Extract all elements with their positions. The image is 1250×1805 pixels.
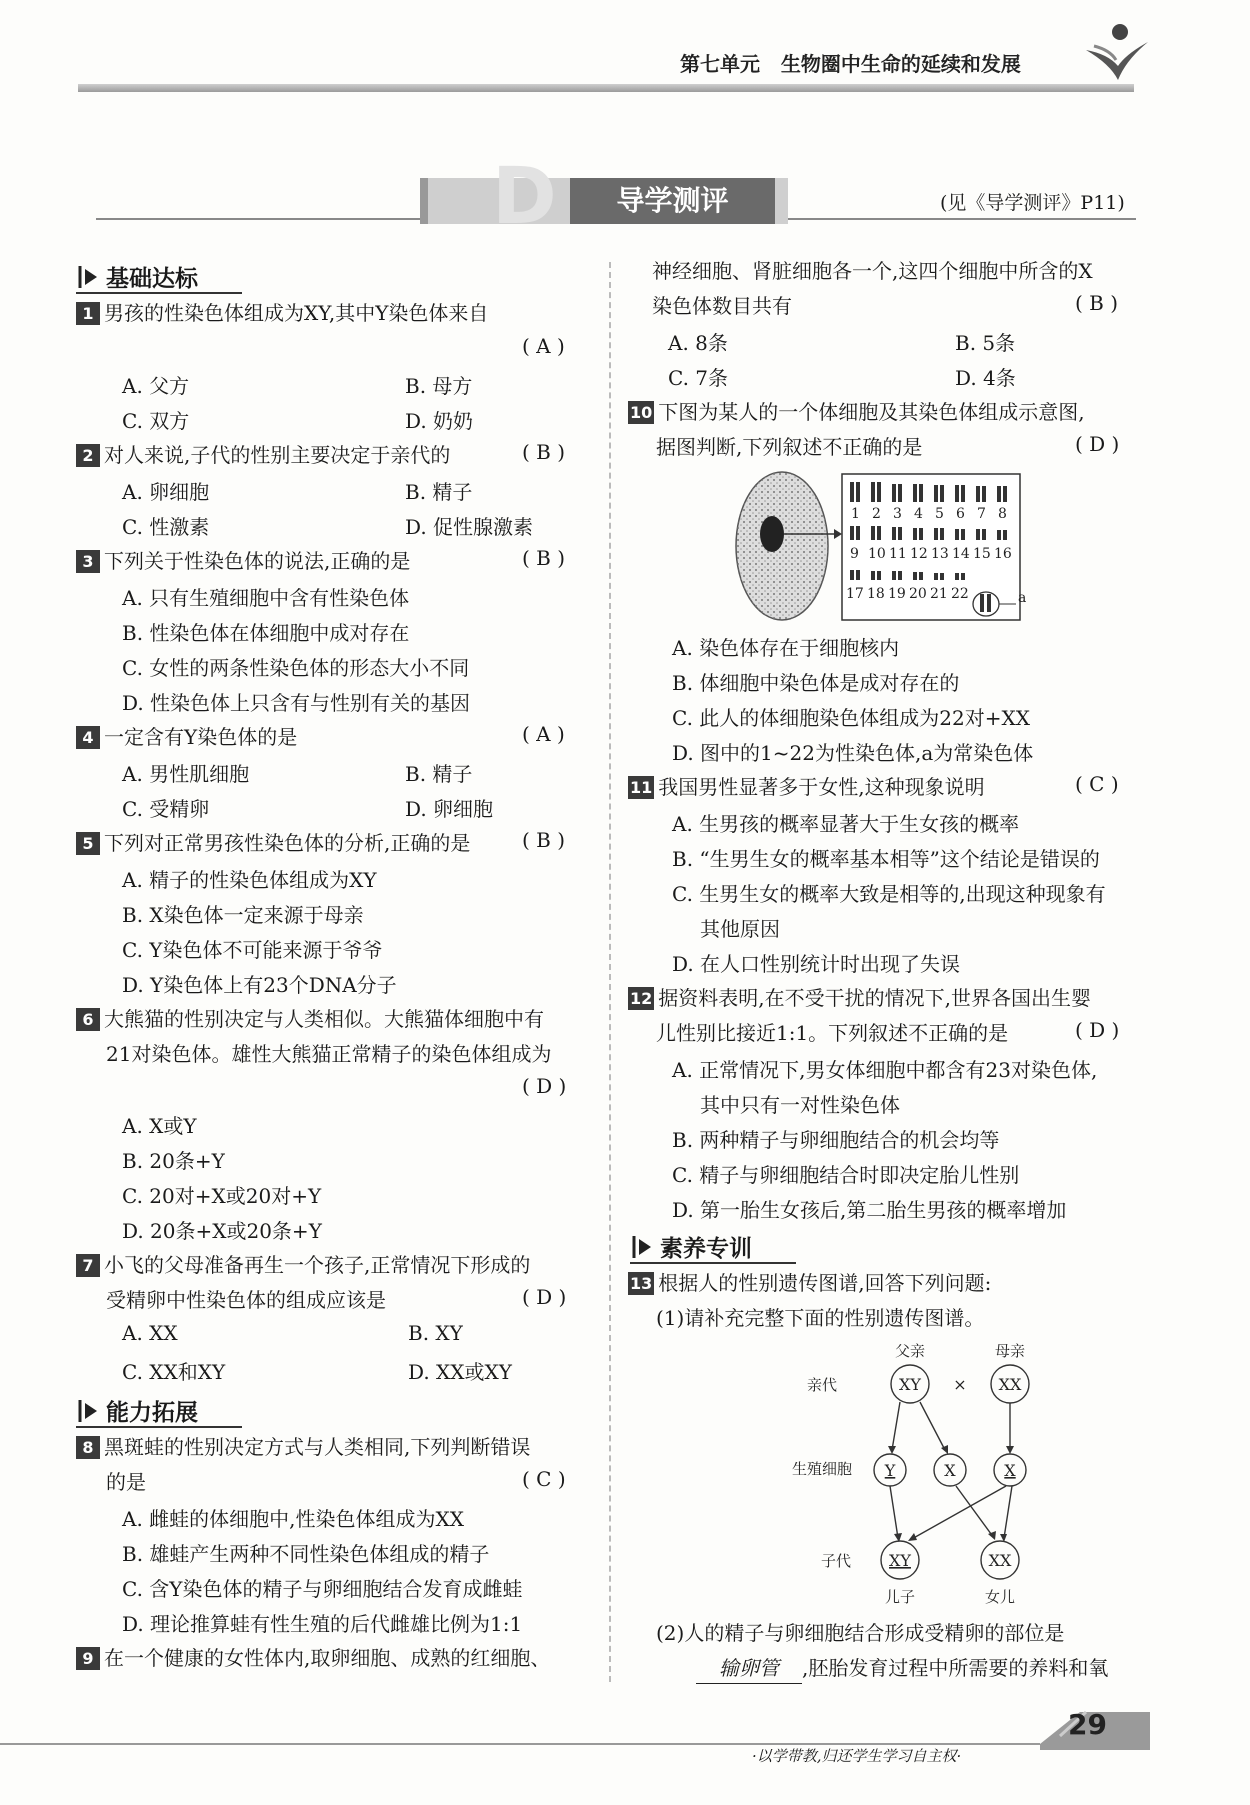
option-c: C. 含Y染色体的精子与卵细胞结合发育成雌蛙: [122, 1577, 523, 1601]
karyotype-label: 6: [956, 506, 965, 522]
question-2: [76, 440, 450, 470]
question-number: 11: [630, 778, 653, 797]
option-b: B. 精子: [405, 480, 473, 504]
question-6-cont: 21对染色体。雄性大熊猫正常精子的染色体组成为: [106, 1042, 552, 1066]
label-daughter: 女儿: [984, 1588, 1016, 1606]
option-a: A. 父方: [122, 374, 190, 398]
question-9: [76, 1643, 550, 1673]
question-12-cont: 儿性别比接近1:1。下列叙述不正确的是: [656, 1021, 1009, 1045]
father-genotype: XY: [899, 1375, 921, 1394]
question-11: [628, 772, 985, 802]
option-c: C. 7条: [668, 366, 729, 390]
answer-10: ( D ): [1075, 432, 1120, 456]
footer-slogan: ·以学带教,归还学生学习自主权·: [752, 1747, 962, 1765]
karyotype-label: 10: [868, 546, 886, 562]
option-b: B. 两种精子与卵细胞结合的机会均等: [672, 1128, 1000, 1152]
arrow-bracket-icon: [76, 1398, 102, 1424]
option-b: B. 体细胞中染色体是成对存在的: [672, 671, 960, 695]
karyotype-label: 8: [998, 506, 1007, 522]
option-a: A. 卵细胞: [122, 480, 210, 504]
child-son-genotype: XY: [889, 1551, 911, 1570]
answer-6: ( D ): [522, 1074, 567, 1098]
answer-1: ( A ): [522, 334, 565, 358]
option-d: D. 性染色体上只含有与性别有关的基因: [122, 691, 471, 715]
question-number: 1: [76, 302, 100, 325]
question-9-cont2: 染色体数目共有: [652, 294, 792, 318]
karyotype-label: 5: [935, 506, 944, 522]
question-13-part2-tail: ,胚胎发育过程中所需要的养料和氧: [802, 1656, 1109, 1680]
question-1: [76, 298, 488, 328]
question-number: 4: [76, 726, 100, 749]
band-title: 导学测评: [570, 178, 775, 224]
option-c-cont: 其他原因: [700, 917, 780, 941]
mother-genotype: XX: [998, 1375, 1022, 1394]
option-b: B. 雄蛙产生两种不同性染色体组成的精子: [122, 1542, 490, 1566]
gamete-x: X: [944, 1461, 956, 1480]
option-a: A. 染色体存在于细胞核内: [672, 636, 900, 660]
option-d: D. 在人口性别统计时出现了失误: [672, 952, 961, 976]
option-b: B. “生男生女的概率基本相等”这个结论是错误的: [672, 847, 1100, 871]
karyotype-label: 11: [889, 546, 907, 562]
option-b: B. 5条: [955, 331, 1016, 355]
option-d: D. 促性腺激素: [405, 515, 534, 539]
karyotype-label: 20: [909, 586, 927, 602]
question-number: 5: [76, 832, 100, 855]
option-b: B. X染色体一定来源于母亲: [122, 903, 364, 927]
karyotype-label: 21: [930, 586, 948, 602]
band-reference: (见《导学测评》P11): [940, 192, 1125, 214]
option-d: D. 卵细胞: [405, 797, 494, 821]
question-12: [628, 983, 1091, 1013]
option-c: C. Y染色体不可能来源于爷爷: [122, 938, 383, 962]
cell-nucleus: [760, 516, 784, 552]
option-d: D. Y染色体上有23个DNA分子: [122, 973, 397, 997]
option-c: C. 双方: [122, 409, 190, 433]
option-b: B. 20条+Y: [122, 1149, 225, 1173]
question-number: 2: [76, 444, 100, 467]
arrow-bracket-icon: [630, 1234, 656, 1260]
question-10-cont: 据图判断,下列叙述不正确的是: [656, 435, 923, 459]
section-ability: 能力拓展: [76, 1394, 198, 1427]
option-a: A. X或Y: [122, 1114, 197, 1138]
option-c: C. 此人的体细胞染色体组成为22对+XX: [672, 706, 1030, 730]
cross-symbol: ×: [953, 1375, 967, 1394]
section-underline: [630, 1262, 796, 1264]
label-father: 父亲: [894, 1342, 926, 1360]
answer-7: ( D ): [522, 1285, 567, 1309]
karyotype-label: 13: [931, 546, 949, 562]
question-13-part2: (2)人的精子与卵细胞结合形成受精卵的部位是: [656, 1621, 1065, 1645]
label-mother: 母亲: [994, 1342, 1026, 1360]
question-stem: 下列对正常男孩性染色体的分析,正确的是: [104, 831, 471, 855]
option-c: C. 精子与卵细胞结合时即决定胎儿性别: [672, 1163, 1020, 1187]
question-number: 3: [76, 550, 100, 573]
karyotype-label: 3: [893, 506, 902, 522]
option-d: D. 20条+X或20条+Y: [122, 1219, 322, 1243]
option-a-cont: 其中只有一对性染色体: [700, 1093, 900, 1117]
header-rule: [78, 84, 1134, 92]
band-rule-right: [780, 218, 1136, 220]
karyotype-label-a: a: [1018, 590, 1027, 606]
unit-title: 生物圈中生命的延续和发展: [780, 52, 1021, 76]
option-a: A. XX: [122, 1321, 178, 1345]
question-13-part1: (1)请补充完整下面的性别遗传图谱。: [656, 1306, 985, 1330]
label-son: 儿子: [884, 1588, 916, 1606]
option-a: A. 生男孩的概率显著大于生女孩的概率: [672, 812, 1020, 836]
question-stem: 据资料表明,在不受干扰的情况下,世界各国出生婴: [658, 986, 1091, 1010]
child-daughter-genotype: XX: [988, 1551, 1012, 1570]
question-7: [76, 1250, 530, 1280]
option-b: B. XY: [408, 1321, 463, 1345]
question-stem: 根据人的性别遗传图谱,回答下列问题:: [658, 1271, 992, 1295]
karyotype-label: 18: [867, 586, 885, 602]
option-d: D. 4条: [955, 366, 1016, 390]
question-number: 9: [76, 1647, 100, 1670]
question-6: [76, 1004, 544, 1034]
answer-11: ( C ): [1075, 772, 1119, 796]
karyotype-label: 14: [952, 546, 970, 562]
section-underline: [76, 292, 242, 294]
arrow-bracket-icon: [76, 264, 102, 290]
question-stem: 我国男性显著多于女性,这种现象说明: [658, 775, 985, 799]
question-stem: 一定含有Y染色体的是: [104, 725, 298, 749]
option-d: D. 第一胎生女孩后,第二胎生男孩的概率增加: [672, 1198, 1067, 1222]
band-letter: D: [492, 152, 557, 242]
question-stem: 男孩的性染色体组成为XY,其中Y染色体来自: [104, 301, 489, 325]
question-number: 13: [630, 1274, 653, 1293]
question-number: 6: [76, 1008, 100, 1031]
band-rule-left: [96, 218, 426, 220]
option-a: A. 男性肌细胞: [122, 762, 250, 786]
gamete-y: Y: [884, 1461, 896, 1480]
karyotype-label: 2: [872, 506, 881, 522]
answer-4: ( A ): [522, 722, 565, 746]
karyotype-label: 16: [994, 546, 1012, 562]
option-a: A. 正常情况下,男女体细胞中都含有23对染色体,: [672, 1058, 1098, 1082]
label-parent-gen: 亲代: [806, 1376, 838, 1394]
option-c: C. XX和XY: [122, 1360, 226, 1384]
section-basic: 基础达标: [76, 260, 198, 293]
answer-blank: 输卵管: [696, 1653, 802, 1684]
option-b: B. 性染色体在体细胞中成对存在: [122, 621, 410, 645]
question-10: [628, 397, 1085, 427]
option-a: A. 精子的性染色体组成为XY: [122, 868, 377, 892]
option-b: B. 精子: [405, 762, 473, 786]
question-stem: 大熊猫的性别决定与人类相似。大熊猫体细胞中有: [104, 1007, 544, 1031]
question-number: 8: [76, 1436, 100, 1459]
karyotype-label: 7: [977, 506, 986, 522]
option-a: A. 雌蛙的体细胞中,性染色体组成为XX: [122, 1507, 464, 1531]
answer-2: ( B ): [522, 440, 566, 464]
gamete-x-mother: X: [1004, 1461, 1016, 1480]
karyotype-label: 19: [888, 586, 906, 602]
karyotype-label: 9: [850, 546, 859, 562]
question-number: 10: [630, 403, 653, 422]
question-number: 12: [630, 989, 653, 1008]
question-stem: 黑斑蛙的性别决定方式与人类相同,下列判断错误: [104, 1435, 531, 1459]
karyotype-label: 15: [973, 546, 991, 562]
question-9-cont: 神经细胞、肾脏细胞各一个,这四个细胞中所含的X: [652, 259, 1093, 283]
option-c: C. 受精卵: [122, 797, 210, 821]
answer-5: ( B ): [522, 828, 566, 852]
question-number: 7: [76, 1254, 100, 1277]
question-13-part2-cont: [696, 1653, 1108, 1684]
question-stem: 对人来说,子代的性别主要决定于亲代的: [104, 443, 451, 467]
option-c: C. 性激素: [122, 515, 210, 539]
question-8: [76, 1432, 530, 1462]
question-8-cont: 的是: [106, 1470, 146, 1494]
question-stem: 小飞的父母准备再生一个孩子,正常情况下形成的: [104, 1253, 531, 1277]
option-d: D. 奶奶: [405, 409, 474, 433]
column-divider: [609, 262, 611, 1682]
section-underline: [76, 1426, 242, 1428]
question-3: [76, 546, 410, 576]
option-d: D. XX或XY: [408, 1360, 512, 1384]
answer-3: ( B ): [522, 546, 566, 570]
sex-inheritance-diagram: [790, 1340, 1060, 1610]
page-number: 29: [1068, 1708, 1107, 1741]
karyotype-label: 4: [914, 506, 923, 522]
answer-8: ( C ): [522, 1467, 566, 1491]
answer-12: ( D ): [1075, 1018, 1120, 1042]
option-c: C. 生男生女的概率大致是相等的,出现这种现象有: [672, 882, 1106, 906]
label-gamete-gen: 生殖细胞: [791, 1460, 853, 1478]
karyotype-label: 17: [846, 586, 864, 602]
footer-bar: [0, 1706, 1150, 1750]
label-child-gen: 子代: [820, 1552, 852, 1570]
reader-logo-icon: [1080, 20, 1152, 84]
question-stem: 下列关于性染色体的说法,正确的是: [104, 549, 411, 573]
question-13: [628, 1268, 991, 1298]
option-b: B. 母方: [405, 374, 473, 398]
option-a: A. 只有生殖细胞中含有性染色体: [122, 586, 410, 610]
question-stem: 下图为某人的一个体细胞及其染色体组成示意图,: [658, 400, 1085, 424]
question-stem: 在一个健康的女性体内,取卵细胞、成熟的红细胞、: [104, 1646, 551, 1670]
running-header: [680, 48, 1021, 77]
section-literacy: 素养专训: [630, 1230, 752, 1263]
option-c: C. 20对+X或20对+Y: [122, 1184, 322, 1208]
karyotype-label: 12: [910, 546, 928, 562]
karyotype-label: 1: [851, 506, 860, 522]
option-c: C. 女性的两条性染色体的形态大小不同: [122, 656, 470, 680]
option-d: D. 图中的1~22为性染色体,a为常染色体: [672, 741, 1034, 765]
option-d: D. 理论推算蛙有性生殖的后代雌雄比例为1:1: [122, 1612, 523, 1636]
karyotype-label: 22: [951, 586, 969, 602]
option-a: A. 8条: [668, 331, 728, 355]
answer-9: ( B ): [1075, 291, 1119, 315]
karyotype-figure: [730, 466, 1030, 626]
unit-label: 第七单元: [680, 52, 760, 76]
question-5: [76, 828, 470, 858]
question-7-cont: 受精卵中性染色体的组成应该是: [106, 1288, 386, 1312]
question-4: [76, 722, 297, 752]
